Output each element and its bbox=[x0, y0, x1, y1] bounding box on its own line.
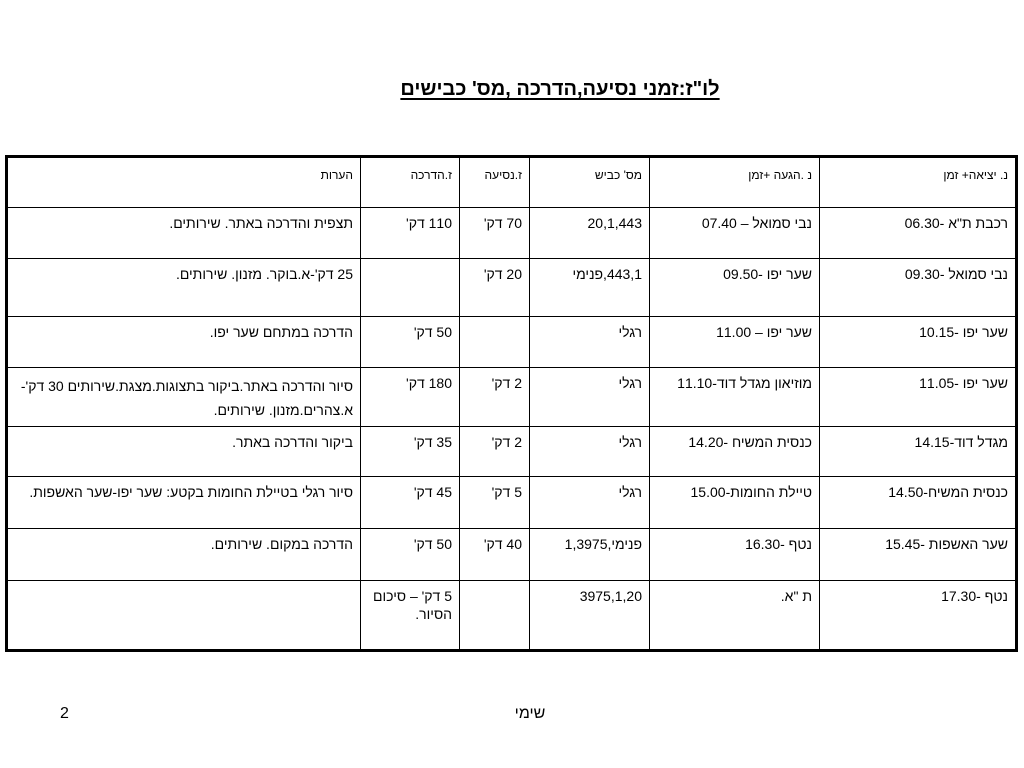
cell-depart: שער האשפות -15.45 bbox=[820, 529, 1017, 581]
cell-arrive: ת "א. bbox=[650, 581, 820, 651]
cell-depart: שער יפו -10.15 bbox=[820, 317, 1017, 368]
table-row bbox=[7, 368, 1017, 427]
cell-guide: 45 דק' bbox=[361, 477, 460, 529]
cell-notes: 25 דק'-א.בוקר. מזנון. שירותים. bbox=[7, 259, 361, 317]
header-depart: נ. יציאה+ זמן bbox=[820, 157, 1017, 208]
cell-road: פנימי,1,3975 bbox=[530, 529, 650, 581]
cell-road: רגלי bbox=[530, 477, 650, 529]
table-row bbox=[7, 529, 1017, 581]
footer-author: שימי bbox=[514, 705, 546, 722]
cell-travel bbox=[460, 581, 530, 651]
cell-road: רגלי bbox=[530, 368, 650, 427]
cell-depart: נטף -17.30 bbox=[820, 581, 1017, 651]
page-number: 2 bbox=[60, 705, 69, 722]
cell-depart: שער יפו -11.05 bbox=[820, 368, 1017, 427]
cell-notes: הדרכה במקום. שירותים. bbox=[7, 529, 361, 581]
schedule-body bbox=[7, 157, 1017, 651]
schedule-table bbox=[5, 155, 1018, 652]
cell-depart: נבי סמואל -09.30 bbox=[820, 259, 1017, 317]
cell-depart: רכבת ת"א -06.30 bbox=[820, 208, 1017, 259]
table-row bbox=[7, 259, 1017, 317]
cell-road: 20,1,443 bbox=[530, 208, 650, 259]
cell-travel: 20 דק' bbox=[460, 259, 530, 317]
table-header-row bbox=[7, 157, 1017, 208]
cell-depart: כנסית המשיח-14.50 bbox=[820, 477, 1017, 529]
cell-notes bbox=[7, 581, 361, 651]
table-row bbox=[7, 581, 1017, 651]
cell-notes: תצפית והדרכה באתר. שירותים. bbox=[7, 208, 361, 259]
header-road: מס' כביש bbox=[530, 157, 650, 208]
cell-travel: 2 דק' bbox=[460, 427, 530, 477]
table-row bbox=[7, 208, 1017, 259]
header-notes: הערות bbox=[7, 157, 361, 208]
cell-guide: 50 דק' bbox=[361, 317, 460, 368]
cell-depart: מגדל דוד-14.15 bbox=[820, 427, 1017, 477]
cell-notes: סיור רגלי בטיילת החומות בקטע: שער יפו-שער האשפות. bbox=[7, 477, 361, 529]
cell-guide: 35 דק' bbox=[361, 427, 460, 477]
cell-arrive: שער יפו -09.50 bbox=[650, 259, 820, 317]
header-travel: ז.נסיעה bbox=[460, 157, 530, 208]
header-guide: ז.הדרכה bbox=[361, 157, 460, 208]
cell-guide: 110 דק' bbox=[361, 208, 460, 259]
cell-road: רגלי bbox=[530, 427, 650, 477]
cell-road: רגלי bbox=[530, 317, 650, 368]
cell-travel: 5 דק' bbox=[460, 477, 530, 529]
cell-arrive: מוזיאון מגדל דוד-11.10 bbox=[650, 368, 820, 427]
table-row bbox=[7, 427, 1017, 477]
header-arrive: נ .הגעה +זמן bbox=[650, 157, 820, 208]
cell-arrive: נבי סמואל – 07.40 bbox=[650, 208, 820, 259]
cell-arrive: נטף -16.30 bbox=[650, 529, 820, 581]
page-title: לו"ז:זמני נסיעה,הדרכה ,מס' כבישים bbox=[400, 78, 720, 100]
cell-travel bbox=[460, 317, 530, 368]
cell-guide: 180 דק' bbox=[361, 368, 460, 427]
cell-arrive: שער יפו – 11.00 bbox=[650, 317, 820, 368]
cell-guide bbox=[361, 259, 460, 317]
cell-road: 443,1,פנימי bbox=[530, 259, 650, 317]
cell-notes: ביקור והדרכה באתר. bbox=[7, 427, 361, 477]
cell-arrive: כנסית המשיח -14.20 bbox=[650, 427, 820, 477]
cell-travel: 2 דק' bbox=[460, 368, 530, 427]
cell-arrive: טיילת החומות-15.00 bbox=[650, 477, 820, 529]
cell-travel: 70 דק' bbox=[460, 208, 530, 259]
table-row bbox=[7, 317, 1017, 368]
cell-road: 3975,1,20 bbox=[530, 581, 650, 651]
cell-travel: 40 דק' bbox=[460, 529, 530, 581]
cell-notes: הדרכה במתחם שער יפו. bbox=[7, 317, 361, 368]
cell-guide: 50 דק' bbox=[361, 529, 460, 581]
table-row bbox=[7, 477, 1017, 529]
cell-guide: 5 דק' – סיכום הסיור. bbox=[361, 581, 460, 651]
cell-notes: סיור והדרכה באתר.ביקור בתצוגות.מצגת.שירותים 30 דק'-א.צהרים.מזנון. שירותים. bbox=[7, 368, 361, 427]
